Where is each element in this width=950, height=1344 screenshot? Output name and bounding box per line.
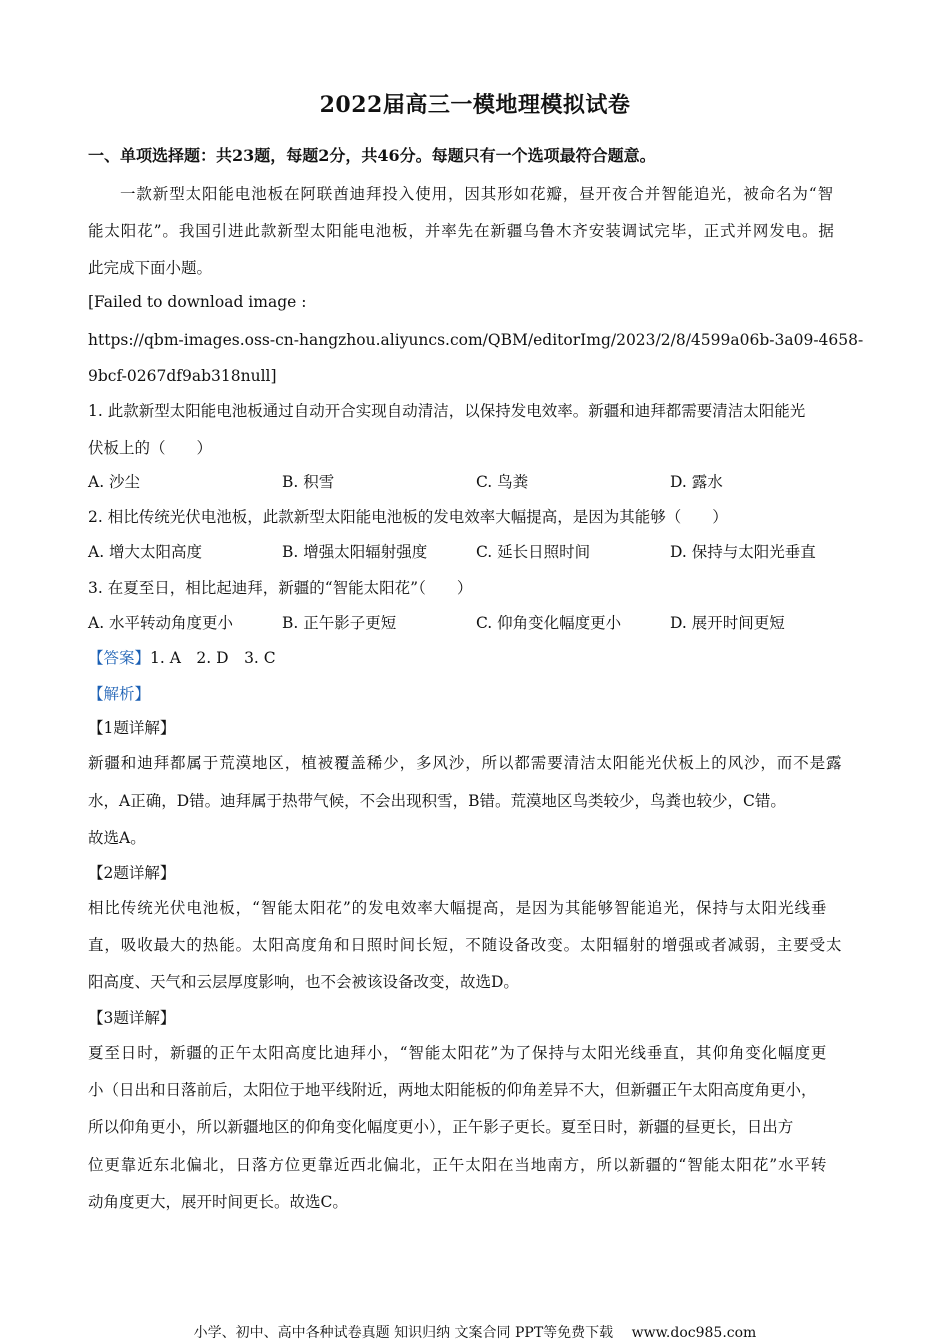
detail-label: 【2题详解】 xyxy=(88,864,176,882)
question-option: A. 沙尘 xyxy=(88,473,141,491)
passage-line: 此完成下面小题。 xyxy=(88,259,213,277)
detail-line: 故选A。 xyxy=(88,829,146,847)
answer-line xyxy=(88,648,868,668)
question-option: C. 鸟粪 xyxy=(476,473,529,491)
answer-values: 1. A 2. D 3. C xyxy=(150,649,276,667)
question-option: B. 正午影子更短 xyxy=(282,614,397,632)
question-option: D. 保持与太阳光垂直 xyxy=(670,543,816,561)
page-title: 2022届高三一模地理模拟试卷 xyxy=(319,92,631,118)
question-option: B. 积雪 xyxy=(282,473,335,491)
question-stem: 2. 相比传统光伏电池板，此款新型太阳能电池板的发电效率大幅提高，是因为其能够（ ） xyxy=(88,508,728,526)
section-heading: 一、单项选择题：共23题，每题2分，共46分。每题只有一个选项最符合题意。 xyxy=(88,146,656,165)
passage-line: 一款新型太阳能电池板在阿联酋迪拜投入使用，因其形如花瓣，昼开夜合并智能追光，被命名为“智 xyxy=(120,185,835,203)
image-error-text: 9bcf-0267df9ab318null] xyxy=(88,367,277,385)
question-option: C. 仰角变化幅度更小 xyxy=(476,614,622,632)
question-option: A. 水平转动角度更小 xyxy=(88,614,234,632)
detail-label: 【1题详解】 xyxy=(88,719,176,737)
detail-line: 位更靠近东北偏北，日落方位更靠近西北偏北，正午太阳在当地南方，所以新疆的“智能太阳花”水平转 xyxy=(88,1156,828,1174)
page-footer: 小学、初中、高中各种试卷真题 知识归纳 文案合同 PPT等免费下载 www.doc985.com xyxy=(193,1325,757,1341)
detail-line: 夏至日时，新疆的正午太阳高度比迪拜小，“智能太阳花”为了保持与太阳光线垂直，其仰角变化幅度更 xyxy=(88,1044,828,1062)
detail-line: 阳高度、天气和云层厚度影响，也不会被该设备改变，故选D。 xyxy=(88,973,519,991)
question-stem: 1. 此款新型太阳能电池板通过自动开合实现自动清洁，以保持发电效率。新疆和迪拜都需要清洁太阳能光 xyxy=(88,402,806,420)
analysis-label: 【解析】 xyxy=(88,685,151,703)
question-stem: 伏板上的（ ） xyxy=(88,439,213,457)
question-option: B. 增强太阳辐射强度 xyxy=(282,543,428,561)
detail-line: 水，A正确，D错。迪拜属于热带气候，不会出现积雪，B错。荒漠地区鸟类较少，鸟粪也较少，C错。 xyxy=(88,792,786,810)
question-option: A. 增大太阳高度 xyxy=(88,543,203,561)
question-option: D. 展开时间更短 xyxy=(670,614,785,632)
detail-line: 所以仰角更小，所以新疆地区的仰角变化幅度更小），正午影子更长。夏至日时，新疆的昼更长，日出方 xyxy=(88,1118,794,1136)
detail-label: 【3题详解】 xyxy=(88,1009,176,1027)
image-error-text: [Failed to download image : xyxy=(88,293,307,311)
image-error-text: https://qbm-images.oss-cn-hangzhou.aliyuncs.com/QBM/editorImg/2023/2/8/4599a06b-3a09-4658- xyxy=(88,331,864,349)
detail-line: 相比传统光伏电池板，“智能太阳花”的发电效率大幅提高，是因为其能够智能追光，保持与太阳光线垂 xyxy=(88,899,828,917)
question-option: C. 延长日照时间 xyxy=(476,543,591,561)
question-stem: 3. 在夏至日，相比起迪拜，新疆的“智能太阳花”（ ） xyxy=(88,579,473,597)
passage-line: 能太阳花”。我国引进此款新型太阳能电池板，并率先在新疆乌鲁木齐安装调试完毕，正式并网发电。据 xyxy=(88,222,835,240)
answer-label: 【答案】 xyxy=(88,649,151,667)
detail-line: 小（日出和日落前后，太阳位于地平线附近，两地太阳能板的仰角差异不大，但新疆正午太阳高度角更小， xyxy=(88,1081,817,1099)
detail-line: 动角度更大，展开时间更长。故选C。 xyxy=(88,1193,348,1211)
question-option: D. 露水 xyxy=(670,473,723,491)
detail-line: 直，吸收最大的热能。太阳高度角和日照时间长短，不随设备改变。太阳辐射的增强或者减弱，主要受太 xyxy=(88,936,843,954)
detail-line: 新疆和迪拜都属于荒漠地区，植被覆盖稀少，多风沙，所以都需要清洁太阳能光伏板上的风沙，而不是露 xyxy=(88,754,843,772)
